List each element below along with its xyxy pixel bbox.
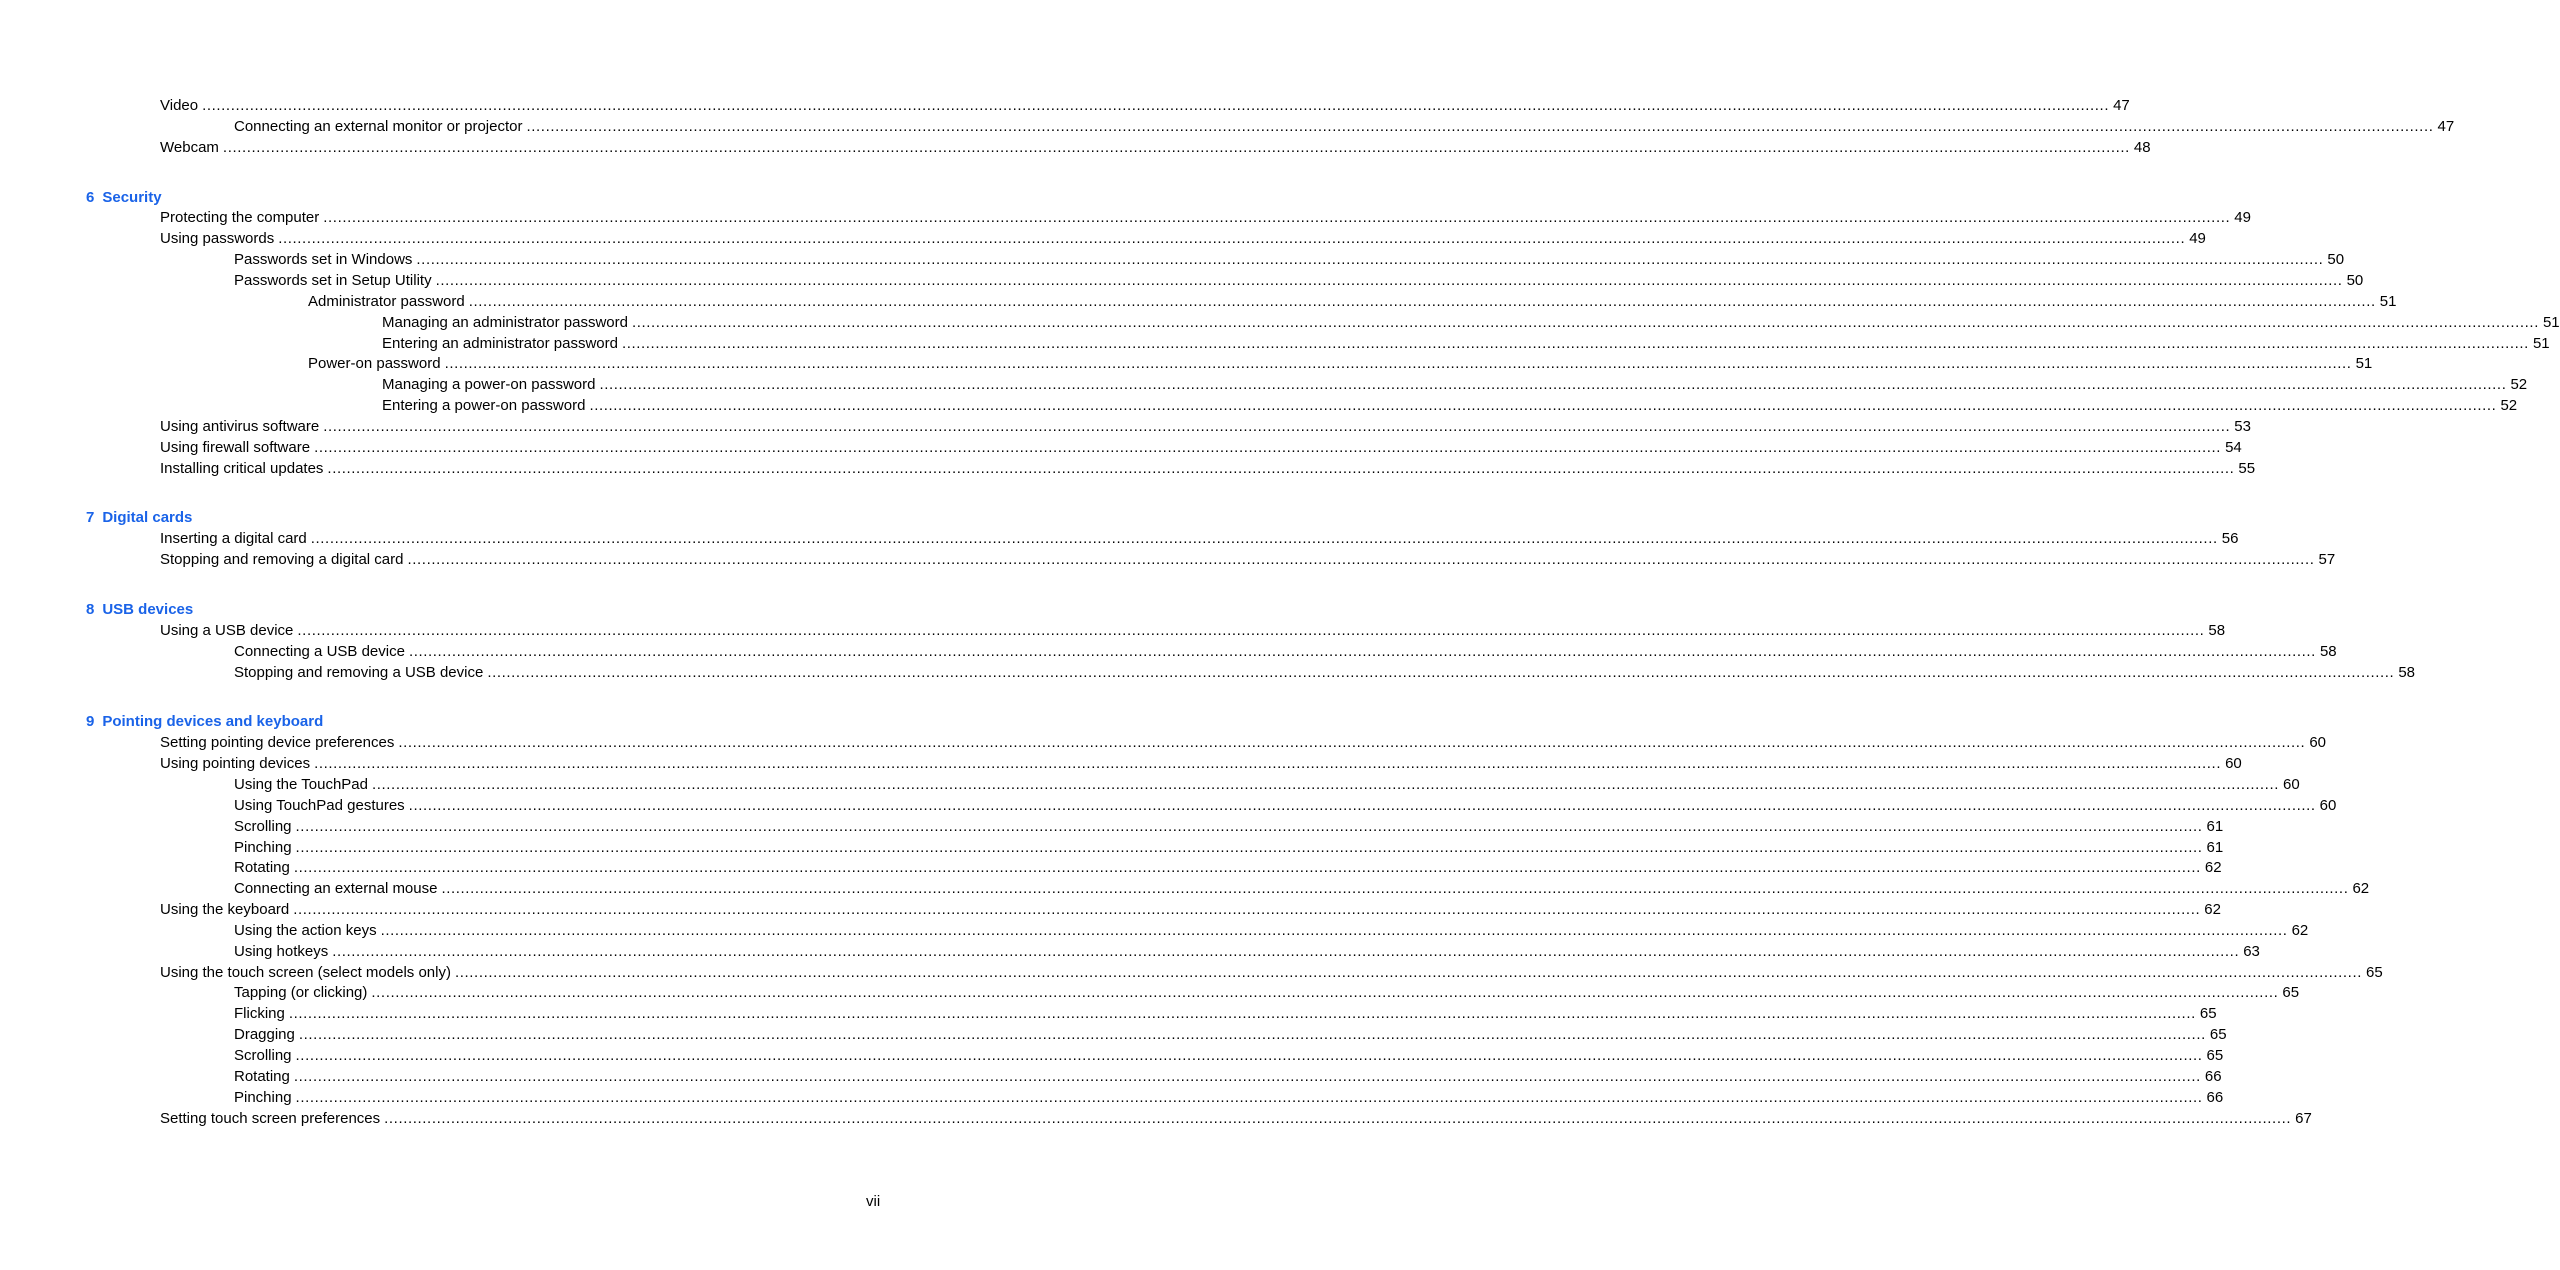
toc-entry[interactable] <box>160 900 2221 920</box>
dot-leader: ................................................................................................................................................................................................................................................................................................................................................................................................................ <box>384 1109 2292 1127</box>
dot-leader: ................................................................................................................................................................................................................................................................................................................................................................................................................ <box>327 459 2235 477</box>
toc-entry-page: 52 <box>2500 397 2518 415</box>
toc-entry-page: 50 <box>2346 271 2364 289</box>
toc-entry[interactable] <box>234 858 2222 878</box>
toc-entry[interactable] <box>234 921 2309 941</box>
toc-entry-title: Power-on password <box>308 355 441 373</box>
dot-leader: ................................................................................................................................................................................................................................................................................................................................................................................................................ <box>288 1005 2196 1023</box>
page-number: vii <box>866 1193 881 1210</box>
toc-entry-title: Setting pointing device preferences <box>160 734 395 752</box>
dot-leader: ................................................................................................................................................................................................................................................................................................................................................................................................................ <box>222 138 2130 156</box>
toc-entry[interactable] <box>160 417 2251 437</box>
dot-leader: ................................................................................................................................................................................................................................................................................................................................................................................................................ <box>454 963 2362 981</box>
chapter-title: Digital cards <box>102 509 193 527</box>
toc-entry-page: 58 <box>2319 642 2337 660</box>
chapter-heading[interactable] <box>86 712 323 732</box>
dot-leader: ................................................................................................................................................................................................................................................................................................................................................................................................................ <box>487 663 2395 681</box>
toc-entry-title: Using pointing devices <box>160 755 311 773</box>
toc-entry[interactable] <box>160 138 2151 158</box>
dot-leader: ................................................................................................................................................................................................................................................................................................................................................................................................................ <box>278 230 2186 248</box>
toc-entry-title: Stopping and removing a digital card <box>160 551 404 569</box>
toc-entry[interactable] <box>234 1088 2224 1108</box>
chapter-heading[interactable] <box>86 188 162 208</box>
toc-entry[interactable] <box>234 775 2300 795</box>
toc-entry-page: 65 <box>2282 984 2300 1002</box>
toc-entry-page: 51 <box>2355 355 2373 373</box>
toc-entry-title: Using firewall software <box>160 438 311 456</box>
chapter-number: 7 <box>86 509 95 527</box>
toc-entry[interactable] <box>160 459 2256 479</box>
toc-entry[interactable] <box>160 963 2383 983</box>
toc-entry-page: 65 <box>2206 1047 2224 1064</box>
toc-entry[interactable] <box>234 983 2300 1003</box>
toc-entry[interactable] <box>234 271 2364 291</box>
toc-entry-title: Using the touch screen (select models only) <box>160 963 451 981</box>
toc-entry-page: 60 <box>2309 734 2327 752</box>
toc-entry-page: 51 <box>2379 292 2397 310</box>
chapter-number: 8 <box>86 601 95 618</box>
toc-entry[interactable] <box>160 229 2206 249</box>
toc-entry-page: 50 <box>2327 251 2345 269</box>
toc-entry-title: Entering a power-on password <box>382 397 586 415</box>
toc-entry[interactable] <box>234 1004 2217 1024</box>
toc-entry-title: Using the keyboard <box>160 901 290 919</box>
toc-entry-title: Connecting an external monitor or projector <box>234 117 523 135</box>
dot-leader: ................................................................................................................................................................................................................................................................................................................................................................................................................ <box>371 775 2279 793</box>
toc-entry-title: Setting touch screen preferences <box>160 1109 381 1127</box>
dot-leader: ................................................................................................................................................................................................................................................................................................................................................................................................................ <box>310 530 2218 548</box>
dot-leader: ................................................................................................................................................................................................................................................................................................................................................................................................................ <box>526 117 2434 135</box>
toc-entry[interactable] <box>160 529 2239 549</box>
dot-leader: ................................................................................................................................................................................................................................................................................................................................................................................................................ <box>298 1026 2206 1044</box>
toc-entry-title: Managing a power-on password <box>382 376 596 394</box>
toc-entry[interactable] <box>234 942 2260 962</box>
toc-entry-page: 61 <box>2206 838 2224 856</box>
toc-entry-page: 65 <box>2209 1026 2227 1044</box>
dot-leader: ................................................................................................................................................................................................................................................................................................................................................................................................................ <box>444 355 2352 373</box>
toc-entry[interactable] <box>308 354 2373 374</box>
toc-entry-page: 57 <box>2318 551 2336 569</box>
dot-leader: ................................................................................................................................................................................................................................................................................................................................................................................................................ <box>323 209 2231 227</box>
toc-entry-page: 62 <box>2291 921 2309 939</box>
toc-entry-page: 66 <box>2204 1067 2222 1085</box>
toc-entry-page: 48 <box>2133 138 2151 156</box>
toc-entry-title: Scrolling <box>234 817 292 835</box>
dot-leader: ................................................................................................................................................................................................................................................................................................................................................................................................................ <box>589 397 2497 415</box>
dot-leader: ................................................................................................................................................................................................................................................................................................................................................................................................................ <box>408 796 2316 814</box>
dot-leader: ................................................................................................................................................................................................................................................................................................................................................................................................................ <box>297 621 2205 639</box>
toc-entry[interactable] <box>234 1025 2227 1045</box>
toc-entry[interactable] <box>160 208 2251 228</box>
toc-entry-title: Passwords set in Setup Utility <box>234 271 432 289</box>
toc-entry-page: 62 <box>2204 901 2221 919</box>
toc-entry-page: 49 <box>2189 230 2206 248</box>
dot-leader: ................................................................................................................................................................................................................................................................................................................................................................................................................ <box>332 942 2240 960</box>
toc-entry-page: 51 <box>2542 313 2560 331</box>
toc-entry-title: Scrolling <box>234 1047 292 1064</box>
toc-entry-page: 62 <box>2204 859 2222 877</box>
dot-leader: ................................................................................................................................................................................................................................................................................................................................................................................................................ <box>621 334 2529 352</box>
dot-leader: ................................................................................................................................................................................................................................................................................................................................................................................................................ <box>323 417 2231 435</box>
toc-entry[interactable] <box>160 754 2242 774</box>
dot-leader: ................................................................................................................................................................................................................................................................................................................................................................................................................ <box>202 97 2110 114</box>
toc-entry-title: Installing critical updates <box>160 459 324 477</box>
toc-entry-title: Administrator password <box>308 292 465 310</box>
chapter-heading[interactable] <box>86 600 193 620</box>
toc-entry-title: Using the TouchPad <box>234 775 368 793</box>
toc-entry-page: 62 <box>2352 880 2370 898</box>
toc-entry[interactable] <box>234 1046 2224 1066</box>
dot-leader: ................................................................................................................................................................................................................................................................................................................................................................................................................ <box>295 1088 2203 1106</box>
dot-leader: ................................................................................................................................................................................................................................................................................................................................................................................................................ <box>293 1067 2201 1085</box>
toc-entry[interactable] <box>382 334 2550 354</box>
toc-entry[interactable] <box>234 879 2370 899</box>
toc-entry-title: Stopping and removing a USB device <box>234 663 484 681</box>
dot-leader: ................................................................................................................................................................................................................................................................................................................................................................................................................ <box>441 880 2349 898</box>
toc-entry-page: 56 <box>2221 530 2239 548</box>
dot-leader: ................................................................................................................................................................................................................................................................................................................................................................................................................ <box>408 642 2316 660</box>
dot-leader: ................................................................................................................................................................................................................................................................................................................................................................................................................ <box>314 755 2222 773</box>
toc-entry-title: Dragging <box>234 1026 295 1044</box>
dot-leader: ................................................................................................................................................................................................................................................................................................................................................................................................................ <box>295 838 2203 856</box>
dot-leader: ................................................................................................................................................................................................................................................................................................................................................................................................................ <box>407 551 2315 569</box>
toc-entry-page: 66 <box>2206 1088 2224 1106</box>
toc-entry-title: Using antivirus software <box>160 417 320 435</box>
toc-entry[interactable] <box>382 396 2518 416</box>
toc-entry[interactable] <box>382 313 2560 333</box>
toc-entry[interactable] <box>234 642 2337 662</box>
toc-entry-title: Using hotkeys <box>234 942 329 960</box>
dot-leader: ................................................................................................................................................................................................................................................................................................................................................................................................................ <box>293 859 2201 877</box>
chapter-heading[interactable] <box>86 508 192 528</box>
toc-entry[interactable] <box>160 733 2327 753</box>
toc-entry-page: 65 <box>2365 963 2383 981</box>
toc-entry-page: 55 <box>2238 459 2256 477</box>
toc-entry[interactable] <box>160 621 2226 641</box>
toc-entry[interactable] <box>160 438 2242 458</box>
dot-leader: ................................................................................................................................................................................................................................................................................................................................................................................................................ <box>435 271 2343 289</box>
toc-entry[interactable] <box>234 817 2224 837</box>
toc-entry[interactable] <box>234 796 2337 816</box>
toc-entry-title: Connecting an external mouse <box>234 880 438 898</box>
toc-entry[interactable] <box>382 375 2528 395</box>
dot-leader: ................................................................................................................................................................................................................................................................................................................................................................................................................ <box>371 984 2279 1002</box>
toc-entry-title: Using a USB device <box>160 621 294 639</box>
dot-leader: ................................................................................................................................................................................................................................................................................................................................................................................................................ <box>295 1047 2203 1064</box>
toc-entry-page: 47 <box>2437 117 2455 135</box>
dot-leader: ................................................................................................................................................................................................................................................................................................................................................................................................................ <box>631 313 2539 331</box>
toc-entry[interactable] <box>308 292 2397 312</box>
toc-entry[interactable] <box>234 838 2224 858</box>
chapter-title: Security <box>102 188 162 206</box>
toc-entry-title: Using the action keys <box>234 921 377 939</box>
toc-entry-title: Passwords set in Windows <box>234 251 413 269</box>
chapter-title: USB devices <box>102 601 194 618</box>
dot-leader: ................................................................................................................................................................................................................................................................................................................................................................................................................ <box>314 438 2222 456</box>
toc-entry[interactable] <box>234 1067 2222 1087</box>
dot-leader: ................................................................................................................................................................................................................................................................................................................................................................................................................ <box>398 734 2306 752</box>
toc-entry-page: 49 <box>2234 209 2251 227</box>
toc-entry-title: Using TouchPad gestures <box>234 796 405 814</box>
dot-leader: ................................................................................................................................................................................................................................................................................................................................................................................................................ <box>295 817 2203 835</box>
dot-leader: ................................................................................................................................................................................................................................................................................................................................................................................................................ <box>416 251 2324 269</box>
toc-entry-page: 61 <box>2206 817 2224 835</box>
toc-entry[interactable] <box>234 663 2416 683</box>
dot-leader: ................................................................................................................................................................................................................................................................................................................................................................................................................ <box>468 292 2376 310</box>
toc-entry[interactable] <box>160 550 2336 570</box>
toc-entry-page: 65 <box>2199 1005 2217 1023</box>
toc-entry-title: Using passwords <box>160 230 275 248</box>
toc-entry-page: 60 <box>2225 755 2242 773</box>
toc-entry-page: 58 <box>2208 621 2226 639</box>
dot-leader: ................................................................................................................................................................................................................................................................................................................................................................................................................ <box>599 376 2507 394</box>
toc-entry-title: Pinching <box>234 1088 292 1106</box>
toc-entry-title: Pinching <box>234 838 292 856</box>
toc-entry-title: Managing an administrator password <box>382 313 628 331</box>
toc-entry-page: 58 <box>2398 663 2416 681</box>
chapter-number: 9 <box>86 713 95 731</box>
toc-entry-title: Rotating <box>234 1067 290 1085</box>
toc-entry-page: 52 <box>2510 376 2528 394</box>
dot-leader: ................................................................................................................................................................................................................................................................................................................................................................................................................ <box>293 901 2201 919</box>
dot-leader: ................................................................................................................................................................................................................................................................................................................................................................................................................ <box>380 921 2288 939</box>
toc-entry-title: Webcam <box>160 138 219 156</box>
toc-entry-title: Flicking <box>234 1005 285 1023</box>
chapter-number: 6 <box>86 188 95 206</box>
toc-entry-title: Protecting the computer <box>160 209 320 227</box>
toc-entry-page: 60 <box>2282 775 2300 793</box>
toc-entry-title: Inserting a digital card <box>160 530 307 548</box>
toc-entry[interactable] <box>234 250 2345 270</box>
toc-entry-title: Tapping (or clicking) <box>234 984 368 1002</box>
toc-entry-title: Connecting a USB device <box>234 642 405 660</box>
toc-entry-page: 63 <box>2243 942 2260 960</box>
toc-entry-title: Rotating <box>234 859 290 877</box>
chapter-title: Pointing devices and keyboard <box>102 713 324 731</box>
toc-entry-page: 60 <box>2319 796 2337 814</box>
toc-entry[interactable] <box>160 96 2130 116</box>
toc-entry-page: 67 <box>2295 1109 2312 1127</box>
toc-entry-page: 47 <box>2113 97 2130 114</box>
toc-entry-page: 54 <box>2225 438 2242 456</box>
toc-entry-page: 51 <box>2532 334 2550 352</box>
toc-entry[interactable] <box>160 1109 2312 1129</box>
toc-entry-title: Video <box>160 97 199 114</box>
toc-entry[interactable] <box>234 117 2455 137</box>
toc-entry-page: 53 <box>2234 417 2251 435</box>
toc-entry-title: Entering an administrator password <box>382 334 618 352</box>
